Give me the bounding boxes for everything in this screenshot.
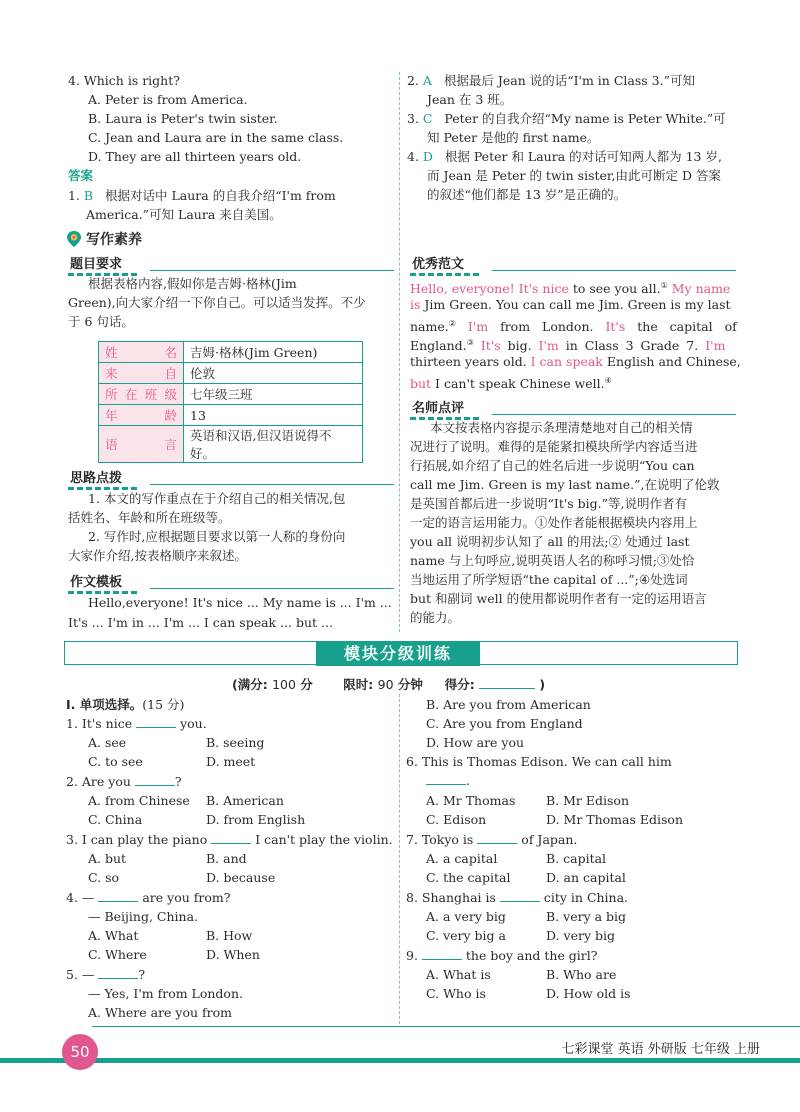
q-text: of Japan. xyxy=(517,832,578,847)
hint-line-2: 括姓名、年龄和所在班级等。 xyxy=(68,510,231,525)
q9-opt-a[interactable]: A. What is xyxy=(426,967,491,982)
question-8 xyxy=(406,889,628,907)
info-table xyxy=(98,341,363,463)
writing-heading: 写作素养 xyxy=(86,232,142,248)
model-line-4 xyxy=(410,334,725,355)
score-full-label: (满分: xyxy=(232,677,268,692)
close-paren: ) xyxy=(539,677,546,692)
task-line-2: Green),向大家介绍一下你自己。可以适当发挥。不少 xyxy=(68,295,366,310)
q6-opt-a[interactable]: A. Mr Thomas xyxy=(426,793,516,808)
comment-line: call me Jim. Green is my last name.”,在说明了伦敦 xyxy=(410,477,720,492)
hint-line-3: 2. 写作时,应根据题目要求以第一人称的身份向 xyxy=(88,529,346,544)
table-key: 年龄 xyxy=(99,405,184,426)
answer-label: 答案 xyxy=(68,168,94,183)
table-value: 伦敦 xyxy=(184,363,363,384)
q4-option-d: D. They are all thirteen years old. xyxy=(88,149,302,164)
model-text: It's xyxy=(473,338,501,354)
q7-opt-a[interactable]: A. a capital xyxy=(426,851,498,866)
q2-opt-b[interactable]: B. American xyxy=(206,793,284,808)
footer-title: 七彩课堂 英语 外研版 七年级 上册 xyxy=(561,1042,760,1057)
answer-blank[interactable] xyxy=(211,831,251,844)
q7-opt-b[interactable]: B. capital xyxy=(546,851,607,866)
q-text: you. xyxy=(176,716,207,731)
q8-opt-a[interactable]: A. a very big xyxy=(426,909,506,924)
answer-1-letter: B xyxy=(83,188,94,203)
model-line-6 xyxy=(410,372,612,393)
task-label: 题目要求 xyxy=(68,253,124,272)
comment-label-rule xyxy=(492,414,736,415)
table-key: 所在班级 xyxy=(99,384,184,405)
q7-opt-d[interactable]: D. an capital xyxy=(546,870,626,885)
model-text: name. xyxy=(410,319,449,335)
answer-1-text: 根据对话中 Laura 的自我介绍“I'm from xyxy=(105,188,336,203)
page-number: 50 xyxy=(62,1034,98,1070)
model-text: I'm xyxy=(455,319,489,335)
q1-opt-b[interactable]: B. seeing xyxy=(206,735,265,750)
section-1-label: Ⅰ. 单项选择。 xyxy=(66,697,143,712)
comment-line: 况进行了说明。难得的是能紧扣模块所学内容适当进 xyxy=(410,439,698,454)
model-text: from London. xyxy=(488,319,594,335)
q2-opt-c[interactable]: C. China xyxy=(88,812,143,827)
model-text: the capital of xyxy=(625,319,737,335)
score-unit: 分 xyxy=(300,677,313,692)
comment-line: but 和副词 well 的使用都说明作者有一定的运用语言 xyxy=(410,591,707,606)
time-label: 限时: xyxy=(343,677,374,692)
answer-1-cont: America.”可知 Laura 来自美国。 xyxy=(86,207,282,222)
q-text: ? xyxy=(174,774,182,789)
section-banner: 模块分级训练 xyxy=(316,641,480,666)
q2-opt-a[interactable]: A. from Chinese xyxy=(88,793,190,808)
answer-3-text: Peter 的自我介绍“My name is Peter White.”可 xyxy=(444,111,726,126)
answer-3-cont: 知 Peter 是他的 first name。 xyxy=(427,130,600,145)
model-line-2 xyxy=(410,296,731,314)
answer-3 xyxy=(407,110,726,128)
mark-1: ① xyxy=(660,281,668,290)
answer-4-cont1: 而 Jean 是 Peter 的 twin sister,由此可断定 D 答案 xyxy=(427,168,721,183)
comment-line: you all 说明初步认知了 all 的用法;② 处通过 last xyxy=(410,534,690,549)
hint-label-rule xyxy=(150,484,394,485)
model-text: I'm xyxy=(698,338,726,354)
answer-blank[interactable] xyxy=(422,947,462,960)
q5-opt-d[interactable]: D. How are you xyxy=(426,735,525,750)
q6-opt-c[interactable]: C. Edison xyxy=(426,812,487,827)
answer-1-num: 1. xyxy=(68,188,84,203)
answer-4-cont2: 的叙述“他们都是 13 岁”是正确的。 xyxy=(427,187,627,202)
q1-opt-a[interactable]: A. see xyxy=(88,735,127,750)
table-key: 姓名 xyxy=(99,342,184,363)
hint-line-4: 大家作介绍,按表格顺序来叙述。 xyxy=(68,548,247,563)
question-9 xyxy=(406,947,597,965)
got-label: 得分: xyxy=(444,677,475,692)
q-text: 8. Shanghai is xyxy=(406,890,500,905)
q-text: the boy and the girl? xyxy=(461,948,598,963)
answer-4-letter: D xyxy=(422,149,433,164)
answer-4 xyxy=(407,148,722,166)
answer-2-num: 2. xyxy=(407,73,423,88)
q-text: 7. Tokyo is xyxy=(406,832,478,847)
question-1 xyxy=(66,715,207,733)
table-row xyxy=(99,405,363,426)
model-label: 优秀范文 xyxy=(410,253,466,272)
model-text: Hello, everyone! It's nice xyxy=(410,281,569,297)
q5-opt-a[interactable]: A. Where are you from xyxy=(88,1005,233,1020)
mark-3: ③ xyxy=(466,338,474,347)
answer-4-num: 4. xyxy=(407,149,423,164)
q-text: 4. — xyxy=(66,890,99,905)
q-text: 9. xyxy=(406,948,422,963)
table-row xyxy=(99,363,363,384)
score-full: 100 xyxy=(272,677,296,692)
q6-opt-b[interactable]: B. Mr Edison xyxy=(546,793,629,808)
table-value: 吉姆·格林(Jim Green) xyxy=(184,342,363,363)
template-label-rule xyxy=(150,588,394,589)
q4-option-b: B. Laura is Peter's twin sister. xyxy=(88,111,278,126)
score-blank[interactable] xyxy=(479,676,535,689)
q-text: 1. It's nice xyxy=(66,716,137,731)
column-divider-lower xyxy=(399,694,400,1024)
comment-line: 是英国首都后进一步说明“It's big.”等,说明作者有 xyxy=(410,496,688,511)
q8-opt-c[interactable]: C. very big a xyxy=(426,928,506,943)
q4-opt-d[interactable]: D. When xyxy=(206,947,260,962)
answer-blank[interactable] xyxy=(136,715,176,728)
q4-opt-c[interactable]: C. Where xyxy=(88,947,147,962)
q4-option-a: A. Peter is from America. xyxy=(88,92,248,107)
answer-1 xyxy=(68,187,336,205)
answer-blank[interactable] xyxy=(135,773,175,786)
table-value: 七年级三班 xyxy=(184,384,363,405)
comment-line: 一定的语言运用能力。①处作者能根据模块内容用上 xyxy=(410,515,698,530)
model-text: My name xyxy=(667,281,731,297)
table-key: 语言 xyxy=(99,426,184,463)
model-text: I'm xyxy=(531,338,559,354)
table-key: 来自 xyxy=(99,363,184,384)
q-text: . xyxy=(466,773,470,788)
table-value: 13 xyxy=(184,405,363,426)
question-4-stem: 4. Which is right? xyxy=(68,73,180,88)
answer-blank[interactable] xyxy=(477,831,517,844)
model-text: big. xyxy=(500,338,532,354)
model-line-5 xyxy=(410,353,741,371)
template-line-1: Hello,everyone! It's nice ... My name is ... I'm ... xyxy=(88,595,392,610)
section-1-title xyxy=(66,696,184,714)
q-text: ? xyxy=(138,967,146,982)
comment-line: 本文按表格内容提示条理清楚地对自己的相关情 xyxy=(430,420,693,435)
q9-opt-d[interactable]: D. How old is xyxy=(546,986,631,1001)
model-text: I can speak xyxy=(526,354,603,369)
hint-line-1: 1. 本文的写作重点在于介绍自己的相关情况,包 xyxy=(88,491,346,506)
q8-opt-d[interactable]: D. very big xyxy=(546,928,615,943)
question-7 xyxy=(406,831,577,849)
q-text: city in China. xyxy=(539,890,629,905)
q5-response: — Yes, I'm from London. xyxy=(88,986,243,1001)
task-line-1: 根据表格内容,假如你是吉姆·格林(Jim xyxy=(88,276,297,291)
comment-line: name 与上句呼应,说明英语人名的称呼习惯;③处恰 xyxy=(410,553,695,568)
task-line-3: 于 6 句话。 xyxy=(68,314,134,329)
time-value: 90 xyxy=(377,677,394,692)
table-row xyxy=(99,426,363,463)
question-2 xyxy=(66,773,182,791)
q4-option-c: C. Jean and Laura are in the same class. xyxy=(88,130,344,145)
q3-opt-d[interactable]: D. because xyxy=(206,870,276,885)
q1-opt-c[interactable]: C. to see xyxy=(88,754,143,769)
q9-opt-c[interactable]: C. Who is xyxy=(426,986,486,1001)
footer-bar xyxy=(0,1058,800,1063)
footer-rule xyxy=(92,1026,800,1027)
model-line-3 xyxy=(410,315,737,336)
model-text: It's xyxy=(593,319,626,335)
question-4 xyxy=(66,889,230,907)
table-value: 英语和汉语,但汉语说得不好。 xyxy=(184,426,363,463)
q8-opt-b[interactable]: B. very a big xyxy=(546,909,627,924)
answer-3-num: 3. xyxy=(407,111,423,126)
answer-blank[interactable] xyxy=(426,772,466,785)
q3-opt-a[interactable]: A. but xyxy=(88,851,127,866)
q-text: I can't play the violin. xyxy=(251,832,393,847)
mark-2: ② xyxy=(448,319,456,328)
answer-blank[interactable] xyxy=(98,966,138,979)
model-text: in Class 3 Grade 7. xyxy=(558,338,699,354)
q1-opt-d[interactable]: D. meet xyxy=(206,754,256,769)
answer-2-text: 根据最后 Jean 说的话“I'm in Class 3.”可知 xyxy=(443,73,695,88)
comment-line: 的能力。 xyxy=(410,610,461,625)
hint-label: 思路点拨 xyxy=(68,467,124,486)
answer-2-letter: A xyxy=(422,73,432,88)
q5-opt-b[interactable]: B. Are you from American xyxy=(426,697,591,712)
model-text: Jim Green. You can call me Jim. Green is my last xyxy=(420,297,731,312)
score-line xyxy=(232,676,545,694)
answer-blank[interactable] xyxy=(500,889,540,902)
section-1-points: (15 分) xyxy=(142,697,185,712)
table-row xyxy=(99,342,363,363)
model-text: England. xyxy=(410,338,467,354)
mark-4: ④ xyxy=(604,376,612,385)
task-label-rule xyxy=(150,270,394,271)
template-label: 作文模板 xyxy=(68,571,124,590)
q3-opt-c[interactable]: C. so xyxy=(88,870,120,885)
question-6-cont xyxy=(426,772,470,790)
comment-label: 名师点评 xyxy=(410,397,466,416)
q9-opt-b[interactable]: B. Who are xyxy=(546,967,617,982)
q4-opt-b[interactable]: B. How xyxy=(206,928,253,943)
model-line-1 xyxy=(410,277,730,298)
model-text: I can't speak Chinese well. xyxy=(431,376,605,392)
q-text: 5. — xyxy=(66,967,99,982)
q4-response: — Beijing, China. xyxy=(88,909,199,924)
question-3 xyxy=(66,831,393,849)
q-text: 3. I can play the piano xyxy=(66,832,212,847)
model-text: but xyxy=(410,376,432,392)
model-text: is xyxy=(410,297,421,312)
question-6: 6. This is Thomas Edison. We can call him xyxy=(406,754,672,769)
time-unit: 分钟 xyxy=(397,677,423,692)
q-text: 2. Are you xyxy=(66,774,135,789)
table-row xyxy=(99,384,363,405)
answer-4-text: 根据 Peter 和 Laura 的对话可知两人都为 13 岁, xyxy=(444,149,722,164)
answer-3-letter: C xyxy=(422,111,433,126)
q4-opt-a[interactable]: A. What xyxy=(88,928,139,943)
q5-opt-c[interactable]: C. Are you from England xyxy=(426,716,583,731)
model-text: thirteen years old. xyxy=(410,354,527,369)
q6-opt-d[interactable]: D. Mr Thomas Edison xyxy=(546,812,683,827)
model-text: to see you all. xyxy=(568,281,661,297)
q7-opt-c[interactable]: C. the capital xyxy=(426,870,511,885)
column-divider xyxy=(399,72,400,632)
q3-opt-b[interactable]: B. and xyxy=(206,851,247,866)
question-5 xyxy=(66,966,145,984)
comment-line: 行拓展,如介绍了自己的姓名后进一步说明“You can xyxy=(410,458,695,473)
answer-2-cont: Jean 在 3 班。 xyxy=(427,92,513,107)
location-pin-icon xyxy=(66,230,82,248)
comment-line: 当地运用了所学短语“the capital of ...”;④处选词 xyxy=(410,572,688,587)
q-text: are you from? xyxy=(138,890,231,905)
model-text: English and Chinese, xyxy=(602,354,741,369)
template-line-2: It's ... I'm in ... I'm ... I can speak ... but ... xyxy=(68,615,333,630)
model-label-rule xyxy=(492,270,736,271)
q2-opt-d[interactable]: D. from English xyxy=(206,812,306,827)
answer-2 xyxy=(407,72,695,90)
answer-blank[interactable] xyxy=(98,889,138,902)
